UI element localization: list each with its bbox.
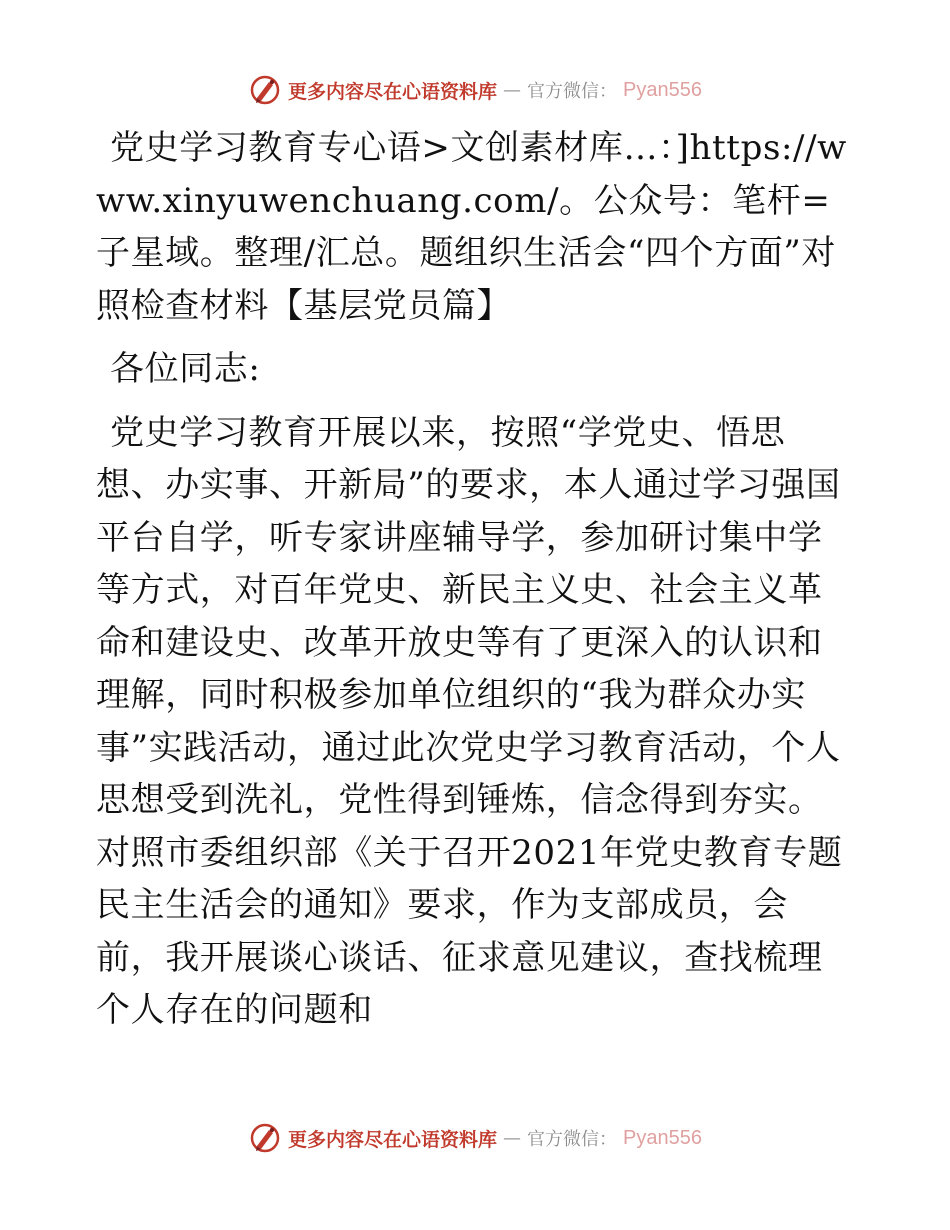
pen-logo-icon — [248, 73, 282, 107]
document-header-paragraph: 党史学习教育专心语>文创素材库…：]https://www.xinyuwenchuang.com/。公众号：笔杆=子星域。整理/汇总。题组织生活会“四个方面”对照检查材料【基层党员篇】 — [96, 128, 847, 326]
banner-separator: — — [503, 79, 522, 101]
banner-official-text: 官方微信： — [527, 81, 618, 102]
body-paragraph: 党史学习教育开展以来，按照“学党史、悟思想、办实事、开新局”的要求，本人通过学习强国平台自学，听专家讲座辅导学，参加研讨集中学等方式，对百年党史、新民主义史、社会主义革命和建设史、改革开放史等有了更深入的认识和理解，同时积极参加单位组织的“我为群众办实事”实践活动，通过此次党史学习教育活动，个人思想受到洗礼，党性得到锤炼，信念得到夯实。对照市委组织部《关于召开2021年党史教育专题民主生活会的通知》要求，作为支部成员，会前，我开展谈心谈话、征求意见建议，查找梳理个人存在的问题和 — [96, 412, 843, 1030]
banner-main-text: 更多内容尽在心语资料库 — [288, 1128, 498, 1151]
banner-account-text: Pyan556 — [623, 78, 702, 101]
banner-account-text: Pyan556 — [623, 1126, 702, 1149]
pen-logo-icon — [248, 1121, 282, 1155]
document-content — [96, 122, 852, 1037]
banner-separator: — — [503, 1127, 522, 1149]
banner-main-text: 更多内容尽在心语资料库 — [288, 80, 498, 103]
banner-official-text: 官方微信： — [527, 1129, 618, 1150]
footer-banner — [0, 1118, 950, 1158]
salutation: 各位同志: — [110, 349, 261, 389]
header-banner — [0, 70, 950, 110]
